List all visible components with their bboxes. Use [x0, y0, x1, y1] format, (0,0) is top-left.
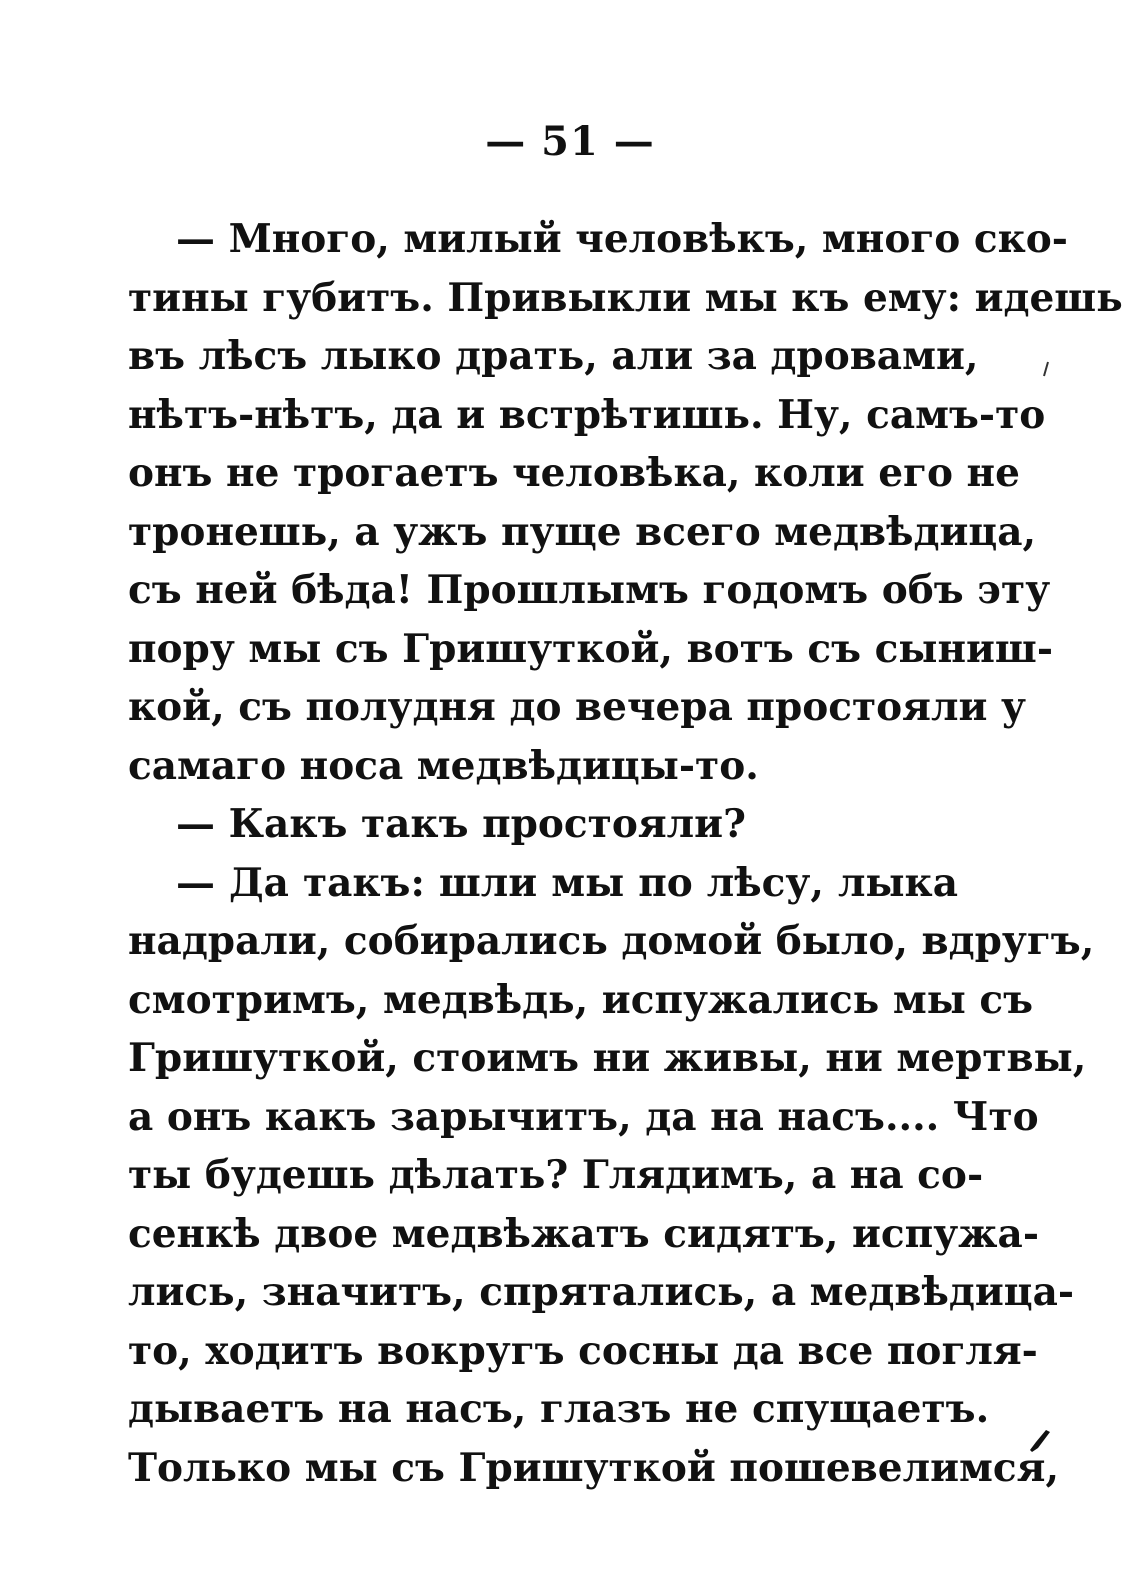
text-line: Только мы съ Гришуткой пошевелимся,	[128, 1444, 1060, 1491]
text-line: тронешь, а ужъ пуще всего медвѣдица,	[128, 508, 1037, 555]
text-line: то, ходитъ вокругъ сосны да все погля-	[128, 1327, 1038, 1374]
ink-blot	[1026, 1428, 1052, 1454]
text-line: сенкѣ двое медвѣжатъ сидятъ, испужа-	[128, 1210, 1040, 1257]
text-line: въ лѣсъ лыко драть, али за дровами,	[128, 333, 979, 379]
text-line: ты будешь дѣлать? Глядимъ, а на со-	[128, 1152, 984, 1198]
text-line: — Какъ такъ простояли?	[176, 801, 746, 847]
page-number: — 51 —	[485, 118, 655, 165]
ink-speck	[1042, 358, 1050, 382]
text-line: онъ не трогаетъ человѣка, коли его не	[128, 450, 1020, 496]
text-line: тины губитъ. Привыкли мы къ ему: идешь	[128, 274, 1123, 321]
text-line: а онъ какъ зарычитъ, да на насъ.... Что	[128, 1093, 1039, 1140]
text-line: — Да такъ: шли мы по лѣсу, лыка	[176, 859, 958, 906]
text-line: самаго носа медвѣдицы-то.	[128, 742, 759, 789]
text-line: надрали, собирались домой было, вдругъ,	[128, 918, 1095, 964]
text-line: лись, значитъ, спрятались, а медвѣдица-	[128, 1269, 1075, 1315]
page-text	[128, 210, 1123, 1497]
text-line: съ ней бѣда! Прошлымъ годомъ объ эту	[128, 567, 1051, 613]
text-line: — Много, милый человѣкъ, много ско-	[176, 216, 1068, 262]
text-line: смотримъ, медвѣдь, испужались мы съ	[128, 976, 1034, 1023]
text-line: нѣтъ-нѣтъ, да и встрѣтишь. Ну, самъ-то	[128, 391, 1046, 438]
text-line: кой, съ полудня до вечера простояли у	[128, 684, 1026, 730]
text-line: Гришуткой, стоимъ ни живы, ни мертвы,	[128, 1035, 1087, 1081]
text-line: пору мы съ Гришуткой, вотъ съ сыниш-	[128, 625, 1054, 672]
text-line: дываетъ на насъ, глазъ не спущаетъ.	[128, 1386, 990, 1432]
